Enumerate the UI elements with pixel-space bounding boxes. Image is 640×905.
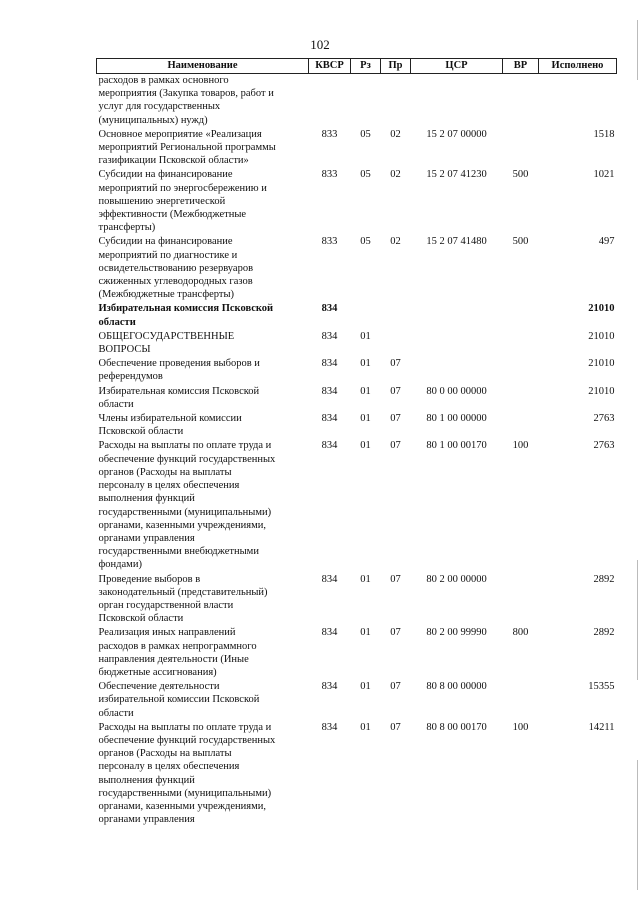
cell-csr: 80 0 00 00000	[426, 385, 487, 397]
cell-csr	[411, 301, 503, 328]
cell-name-line: референдумов	[98, 371, 163, 383]
header-csr: ЦСР	[411, 59, 503, 74]
header-done: Исполнено	[539, 59, 617, 74]
cell-name-line: мероприятий Региональной программы	[98, 142, 276, 154]
cell-name-line: государственными (муниципальными)	[98, 506, 272, 518]
cell-name	[97, 74, 309, 127]
cell-done: 14211	[588, 721, 615, 733]
cell-name-line: направления деятельности (Иные	[98, 653, 249, 665]
cell-rz: 01	[360, 681, 371, 693]
cell-pr: 07	[390, 573, 401, 585]
header-rz: Рз	[351, 59, 381, 74]
cell-name-line: персоналу в целях обеспечения	[98, 480, 240, 492]
cell-vr	[503, 356, 539, 383]
cell-rz: 05	[360, 169, 371, 181]
cell-csr: 80 2 00 00000	[426, 573, 487, 585]
cell-vr	[503, 127, 539, 168]
header-kvsr: КВСР	[309, 59, 351, 74]
cell-name-line: Избирательная комиссия Псковской	[98, 385, 260, 397]
cell-kvsr: 834	[321, 385, 338, 397]
cell-name-line: газификации Псковской области»	[98, 155, 249, 167]
cell-kvsr: 834	[321, 627, 338, 639]
cell-name-line: обеспечение функций государственных	[98, 734, 276, 746]
cell-name-line: эффективности (Межбюджетные	[98, 209, 247, 221]
cell-done: 2763	[593, 413, 615, 425]
cell-name-line: Субсидии на финансирование	[98, 169, 233, 181]
cell-rz: 01	[360, 413, 371, 425]
cell-rz	[351, 74, 381, 127]
cell-name-line: (муниципальных) нужд)	[98, 114, 208, 126]
table-row	[97, 438, 617, 571]
table-header-row	[97, 59, 617, 74]
cell-name-line: персоналу в целях обеспечения	[98, 761, 240, 773]
cell-pr: 07	[390, 681, 401, 693]
cell-done: 21010	[588, 358, 615, 370]
cell-name	[97, 720, 309, 827]
cell-name-line: области	[98, 316, 136, 328]
cell-kvsr: 834	[321, 573, 338, 585]
cell-vr: 800	[512, 627, 529, 639]
cell-name-line: органов (Расходы на выплаты	[98, 466, 232, 478]
header-name: Наименование	[97, 59, 309, 74]
table-row	[97, 74, 617, 127]
cell-name-line: области	[98, 707, 134, 719]
cell-done: 497	[598, 236, 615, 248]
cell-name-line: мероприятий по энергосбережению и	[98, 182, 267, 194]
cell-name-line: Псковской области	[98, 613, 184, 625]
cell-pr: 07	[390, 440, 401, 452]
cell-vr: 100	[512, 440, 529, 452]
cell-csr: 80 1 00 00170	[426, 440, 487, 452]
cell-kvsr: 834	[321, 303, 338, 315]
cell-name-line: ОБЩЕГОСУДАРСТВЕННЫЕ	[98, 330, 235, 342]
cell-name-line: Реализация иных направлений	[98, 627, 236, 639]
cell-done: 15355	[588, 681, 615, 693]
table-row	[97, 127, 617, 168]
table-row	[97, 356, 617, 383]
cell-kvsr: 833	[321, 236, 338, 248]
cell-name-line: органами, казенными учреждениями,	[98, 519, 267, 531]
cell-pr: 07	[390, 721, 401, 733]
cell-kvsr: 834	[321, 681, 338, 693]
cell-rz: 01	[360, 573, 371, 585]
cell-name	[97, 679, 309, 720]
cell-vr: 500	[512, 236, 529, 248]
cell-name-line: области	[98, 398, 134, 410]
cell-name-line: Обеспечение проведения выборов и	[98, 358, 260, 370]
cell-csr	[411, 74, 503, 127]
cell-csr	[411, 356, 503, 383]
cell-name-line: орган государственной власти	[98, 599, 234, 611]
scan-edge-mark	[637, 20, 638, 80]
cell-kvsr: 834	[321, 721, 338, 733]
cell-name	[97, 572, 309, 626]
cell-name	[97, 384, 309, 411]
cell-name	[97, 411, 309, 438]
cell-rz: 05	[360, 236, 371, 248]
cell-vr: 100	[512, 721, 529, 733]
cell-vr	[503, 329, 539, 356]
cell-name	[97, 329, 309, 356]
cell-name-line: сжиженных углеводородных газов	[98, 276, 253, 288]
cell-name	[97, 625, 309, 679]
cell-kvsr: 833	[321, 169, 338, 181]
cell-name-line: мероприятия (Закупка товаров, работ и	[98, 88, 274, 100]
cell-name-line: избирательной комиссии Псковской	[98, 694, 260, 706]
header-vr: ВР	[503, 59, 539, 74]
cell-name-line: ВОПРОСЫ	[98, 344, 151, 356]
cell-pr	[381, 329, 411, 356]
cell-name-line: Избирательная комиссия Псковской	[98, 303, 274, 315]
cell-csr: 80 8 00 00000	[426, 681, 487, 693]
table-row	[97, 167, 617, 234]
cell-csr: 80 8 00 00170	[426, 721, 487, 733]
cell-name-line: услуг для государственных	[98, 101, 221, 113]
cell-pr: 02	[390, 169, 401, 181]
cell-name	[97, 167, 309, 234]
cell-kvsr: 833	[321, 128, 338, 140]
cell-name	[97, 438, 309, 571]
cell-done: 2892	[593, 627, 615, 639]
table-row	[97, 572, 617, 626]
cell-name-line: расходов в рамках непрограммного	[98, 640, 257, 652]
cell-name-line: мероприятий по диагностике и	[98, 249, 238, 261]
cell-name-line: выполнения функций	[98, 774, 195, 786]
header-pr: Пр	[381, 59, 411, 74]
cell-csr: 80 2 00 99990	[426, 627, 487, 639]
table-row	[97, 679, 617, 720]
cell-name-line: органами управления	[98, 814, 195, 826]
cell-vr	[503, 411, 539, 438]
table-row	[97, 384, 617, 411]
cell-rz: 01	[360, 440, 371, 452]
cell-rz	[351, 301, 381, 328]
cell-name-line: Члены избирательной комиссии	[98, 413, 242, 425]
cell-done: 21010	[588, 303, 615, 315]
cell-done: 21010	[588, 385, 615, 397]
cell-vr	[503, 572, 539, 626]
cell-kvsr: 834	[321, 330, 338, 342]
cell-name-line: органами управления	[98, 532, 195, 544]
budget-table	[96, 58, 617, 826]
cell-done	[539, 74, 617, 127]
cell-name-line: законодательный (представительный)	[98, 586, 268, 598]
table-row	[97, 625, 617, 679]
cell-name-line: Субсидии на финансирование	[98, 236, 233, 248]
cell-name-line: государственными (муниципальными)	[98, 787, 272, 799]
cell-pr: 07	[390, 385, 401, 397]
cell-done: 21010	[588, 330, 615, 342]
cell-name-line: Расходы на выплаты по оплате труда и	[98, 721, 272, 733]
cell-pr	[381, 301, 411, 328]
cell-vr	[503, 301, 539, 328]
cell-rz: 01	[360, 385, 371, 397]
cell-done: 2892	[593, 573, 615, 585]
cell-kvsr: 834	[321, 440, 338, 452]
cell-name-line: Основное мероприятие «Реализация	[98, 128, 262, 140]
page-number: 102	[310, 37, 330, 52]
cell-vr	[503, 679, 539, 720]
cell-name-line: освидетельствованию резервуаров	[98, 262, 254, 274]
cell-csr	[411, 329, 503, 356]
cell-pr: 07	[390, 358, 401, 370]
cell-vr: 500	[512, 169, 529, 181]
cell-name-line: трансферты)	[98, 222, 156, 234]
table-row	[97, 720, 617, 827]
cell-name	[97, 234, 309, 301]
cell-name-line: (Межбюджетные трансферты)	[98, 289, 235, 301]
cell-kvsr	[309, 74, 351, 127]
cell-rz: 01	[360, 721, 371, 733]
cell-pr: 02	[390, 236, 401, 248]
cell-name	[97, 127, 309, 168]
cell-name-line: выполнения функций	[98, 493, 195, 505]
table-row	[97, 301, 617, 328]
cell-pr: 02	[390, 128, 401, 140]
cell-done: 2763	[593, 440, 615, 452]
scan-edge-mark	[637, 760, 638, 890]
table-row	[97, 411, 617, 438]
cell-rz: 01	[360, 358, 371, 370]
cell-kvsr: 834	[321, 358, 338, 370]
cell-done: 1021	[593, 169, 615, 181]
cell-csr: 15 2 07 00000	[426, 128, 487, 140]
cell-pr: 07	[390, 413, 401, 425]
cell-name-line: обеспечение функций государственных	[98, 453, 276, 465]
cell-name	[97, 301, 309, 328]
cell-name-line: государственными внебюджетными	[98, 546, 259, 558]
cell-name-line: Расходы на выплаты по оплате труда и	[98, 440, 272, 452]
cell-name	[97, 356, 309, 383]
cell-vr	[503, 74, 539, 127]
cell-name-line: Псковской области	[98, 426, 184, 438]
cell-csr: 15 2 07 41480	[426, 236, 487, 248]
table-row	[97, 329, 617, 356]
cell-done: 1518	[593, 128, 615, 140]
cell-name-line: органами, казенными учреждениями,	[98, 800, 267, 812]
cell-csr: 80 1 00 00000	[426, 413, 487, 425]
cell-name-line: фондами)	[98, 559, 142, 571]
cell-pr	[381, 74, 411, 127]
cell-kvsr: 834	[321, 413, 338, 425]
cell-pr: 07	[390, 627, 401, 639]
cell-name-line: Проведение выборов в	[98, 573, 201, 585]
scan-edge-mark	[637, 560, 638, 680]
cell-csr: 15 2 07 41230	[426, 169, 487, 181]
cell-rz: 05	[360, 128, 371, 140]
cell-name-line: органов (Расходы на выплаты	[98, 748, 232, 760]
cell-name-line: бюджетные ассигнования)	[98, 666, 217, 678]
table-row	[97, 234, 617, 301]
cell-rz: 01	[360, 330, 371, 342]
cell-name-line: Обеспечение деятельности	[98, 681, 220, 693]
cell-vr	[503, 384, 539, 411]
cell-rz: 01	[360, 627, 371, 639]
cell-name-line: расходов в рамках основного	[98, 75, 229, 86]
cell-name-line: повышению энергетической	[98, 195, 226, 207]
